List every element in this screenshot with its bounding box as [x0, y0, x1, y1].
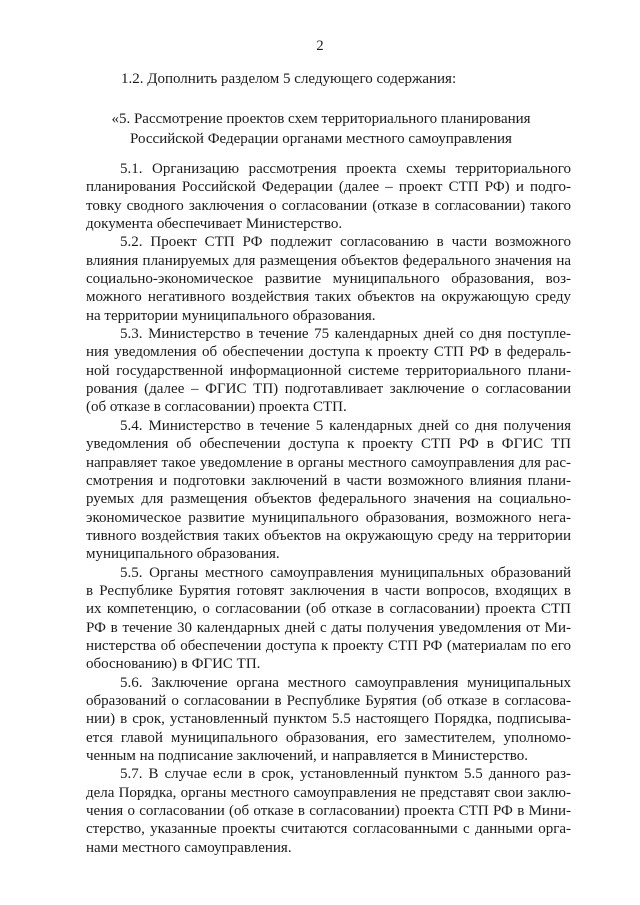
text-line: смотрения и подготовки заключений в части возможного влияния плани-: [86, 472, 571, 489]
paragraph-5-4: [86, 417, 571, 564]
text-line: можного негативного воздействия таких объектов на окружающую среду: [86, 289, 571, 306]
text-line: 5.3. Министерство в течение 75 календарных дней со дня поступле-: [120, 326, 571, 343]
paragraph-5-2: [86, 233, 571, 325]
paragraph-5-6: [86, 674, 571, 766]
text-line: РФ в течение 30 календарных дней с даты получения уведомления от Ми-: [86, 619, 571, 636]
text-line: 5.7. В случае если в срок, установленный пунктом 5.5 данного раз-: [120, 766, 571, 783]
text-line: социально-экономическое развитие муниципального образования, воз-: [86, 271, 571, 288]
text-line: муниципального образования.: [86, 546, 280, 563]
page-number: 2: [316, 38, 324, 54]
text-line: их компетенцию, о согласовании (об отказе в согласовании) проекта СТП: [86, 601, 571, 618]
text-line: 5.2. Проект СТП РФ подлежит согласованию в части возможного: [120, 234, 571, 251]
text-line: рования (далее – ФГИС ТП) подготавливает заключение о согласовании: [86, 381, 571, 398]
text-line: обоснованию) в ФГИС ТП.: [86, 656, 261, 673]
paragraph-5-1: [86, 160, 571, 233]
text-line: дела Порядка, органы местного самоуправления не представят свои заклю-: [86, 784, 571, 801]
section-body: [86, 160, 571, 857]
text-line: на территории муниципального образования.: [86, 307, 376, 324]
section-heading: [86, 109, 556, 149]
text-line: документа обеспечивает Министерство.: [86, 216, 343, 233]
text-line: ченным на подписание заключений, и направляется в Министерство.: [86, 748, 529, 764]
text-line: (об отказе в согласовании) проекта СТП.: [86, 399, 347, 416]
text-line: стерство, указанные проекты считаются согласованными с данными орга-: [86, 821, 571, 838]
text-line: направляет такое уведомление в органы местного самоуправления для рас-: [86, 454, 571, 471]
text-line: влияния планируемых для размещения объектов федерального значения на: [86, 252, 571, 269]
text-line: чения о согласовании (об отказе в согласовании) проекта СТП РФ в Мини-: [86, 803, 571, 820]
text-line: ния уведомления об обеспечении доступа к проекту СТП РФ в федераль-: [86, 344, 571, 361]
text-line: ной государственной информационной системе территориального плани-: [86, 362, 571, 379]
paragraph-5-5: [86, 564, 571, 674]
section-heading-line: «5. Рассмотрение проектов схем территориального планирования: [111, 111, 531, 127]
text-line: экономическое развитие муниципального образования, возможного нега-: [86, 509, 571, 526]
text-line: нами местного самоуправления.: [86, 839, 292, 856]
text-line: тивного воздействия таких объектов на окружающую среду на территории: [86, 527, 571, 544]
text-line: нистерства об обеспечении доступа к проекту СТП РФ (материалам по его: [86, 637, 571, 654]
amendment-intro: 1.2. Дополнить разделом 5 следующего содержания:: [121, 71, 457, 87]
text-line: планирования Российской Федерации (далее – проект СТП РФ) и подго-: [86, 179, 571, 196]
text-line: 5.6. Заключение органа местного самоуправления муниципальных: [120, 674, 571, 691]
text-line: уведомления об обеспечении доступа к проекту СТП РФ в ФГИС ТП: [86, 436, 571, 453]
text-line: 5.5. Органы местного самоуправления муниципальных образований: [120, 564, 571, 581]
text-line: 5.4. Министерство в течение 5 календарных дней со дня получения: [120, 417, 571, 434]
text-line: нии) в срок, установленный пунктом 5.5 настоящего Порядка, подписыва-: [86, 711, 571, 728]
text-line: ется главой муниципального образования, его заместителем, уполномо-: [86, 729, 571, 746]
text-line: 5.1. Организацию рассмотрения проекта схемы территориального: [120, 161, 571, 177]
paragraph-5-7: [86, 765, 571, 857]
section-heading-line: Российской Федерации органами местного самоуправления: [130, 131, 512, 147]
paragraph-5-3: [86, 325, 571, 417]
text-line: руемых для размещения объектов федерального значения на социально-: [86, 491, 571, 508]
text-line: образований о согласовании в Республике Бурятия (об отказе в согласова-: [86, 692, 571, 709]
text-line: в Республике Бурятия готовят заключения в части вопросов, входящих в: [86, 582, 571, 599]
text-line: товку сводного заключения о согласовании (отказе в согласовании) такого: [86, 197, 571, 214]
